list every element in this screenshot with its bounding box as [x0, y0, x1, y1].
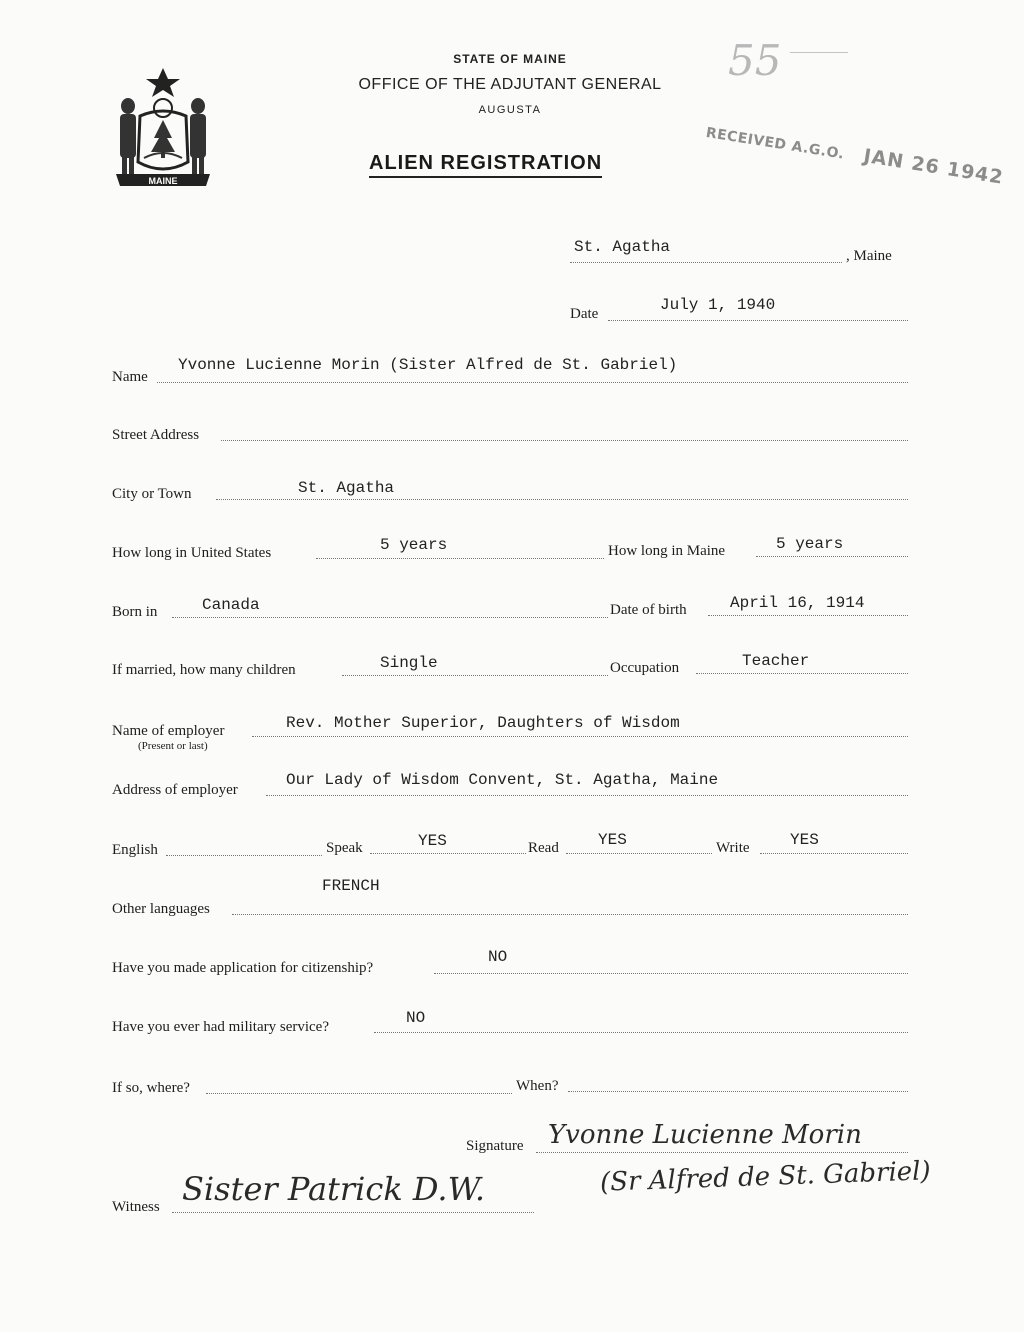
how-long-us-value: 5 years — [380, 536, 448, 554]
read-line — [566, 853, 712, 854]
how-long-maine-line — [756, 556, 908, 557]
when-line — [568, 1091, 908, 1092]
street-address-label: Street Address — [112, 427, 200, 443]
write-line — [760, 853, 908, 854]
speak-line — [370, 853, 526, 854]
city-line — [216, 499, 908, 500]
state-seal-logo — [110, 66, 216, 192]
name-label: Name — [112, 369, 148, 385]
employer-address-line — [266, 795, 908, 796]
name-line — [157, 382, 908, 383]
citizenship-value: NO — [488, 948, 508, 966]
employer-sublabel: (Present or last) — [138, 740, 208, 752]
children-line — [342, 675, 608, 676]
where-line — [206, 1093, 512, 1094]
place-line — [570, 262, 842, 263]
city-heading: AUGUSTA — [478, 104, 542, 116]
employer-address-label: Address of employer — [112, 782, 238, 798]
signature-handwriting-religious-name: (Sr Alfred de St. Gabriel) — [599, 1156, 932, 1198]
name-value: Yvonne Lucienne Morin (Sister Alfred de St. Gabriel) — [178, 356, 678, 374]
witness-label: Witness — [112, 1199, 160, 1215]
date-of-birth-line — [708, 615, 908, 616]
signature-handwriting: Yvonne Lucienne Morin — [548, 1120, 862, 1150]
military-service-value: NO — [406, 1009, 426, 1027]
where-label: If so, where? — [112, 1080, 190, 1096]
form-title: ALIEN REGISTRATION — [369, 152, 602, 178]
other-languages-value: FRENCH — [322, 877, 380, 895]
employer-label: Name of employer — [112, 723, 225, 739]
how-long-maine-value: 5 years — [776, 535, 844, 553]
file-number-underline — [790, 52, 848, 53]
date-value: July 1, 1940 — [660, 296, 776, 314]
date-line — [608, 320, 908, 321]
employer-value: Rev. Mother Superior, Daughters of Wisdom — [286, 714, 680, 732]
other-languages-line — [232, 914, 908, 915]
employer-line — [252, 736, 908, 737]
seal-banner-text: MAINE — [148, 176, 178, 186]
how-long-us-line — [316, 558, 604, 559]
how-long-us-label: How long in United States — [112, 545, 272, 561]
date-of-birth-value: April 16, 1914 — [730, 594, 865, 612]
write-label: Write — [716, 840, 750, 856]
date-of-birth-label: Date of birth — [610, 602, 687, 618]
signature-label: Signature — [466, 1138, 524, 1154]
employer-address-value: Our Lady of Wisdom Convent, St. Agatha, Maine — [286, 771, 719, 789]
witness-line — [172, 1212, 534, 1213]
born-in-value: Canada — [202, 596, 260, 614]
witness-handwriting: Sister Patrick D.W. — [182, 1170, 486, 1208]
other-languages-label: Other languages — [112, 901, 210, 917]
read-label: Read — [528, 840, 559, 856]
file-number-annotation: 55 — [728, 36, 782, 85]
occupation-line — [696, 673, 908, 674]
born-in-label: Born in — [112, 604, 158, 620]
occupation-value: Teacher — [742, 652, 810, 670]
speak-label: Speak — [326, 840, 363, 856]
military-service-line — [374, 1032, 908, 1033]
english-line — [166, 855, 322, 856]
speak-value: YES — [418, 832, 447, 850]
office-heading: OFFICE OF THE ADJUTANT GENERAL — [358, 76, 662, 93]
write-value: YES — [790, 831, 819, 849]
occupation-label: Occupation — [610, 660, 680, 676]
when-label: When? — [516, 1078, 559, 1094]
state-heading: STATE OF MAINE — [453, 52, 567, 66]
born-in-line — [172, 617, 608, 618]
military-service-label: Have you ever had military service? — [112, 1019, 329, 1035]
stamp-date-text: JAN 26 1942 — [862, 144, 1006, 189]
children-value: Single — [380, 654, 438, 672]
how-long-maine-label: How long in Maine — [608, 543, 726, 559]
received-stamp — [705, 120, 1005, 189]
signature-line — [536, 1152, 908, 1153]
stamp-received-text: RECEIVED A.G.O. — [704, 124, 846, 163]
children-label: If married, how many children — [112, 662, 296, 678]
place-value: St. Agatha — [574, 238, 671, 256]
city-value: St. Agatha — [298, 479, 395, 497]
english-label: English — [112, 842, 158, 858]
place-suffix-label: , Maine — [846, 248, 892, 264]
read-value: YES — [598, 831, 627, 849]
date-label: Date — [570, 306, 599, 322]
citizenship-label: Have you made application for citizenship? — [112, 960, 374, 976]
citizenship-line — [434, 973, 908, 974]
street-address-line — [221, 440, 908, 441]
city-label: City or Town — [112, 486, 192, 502]
